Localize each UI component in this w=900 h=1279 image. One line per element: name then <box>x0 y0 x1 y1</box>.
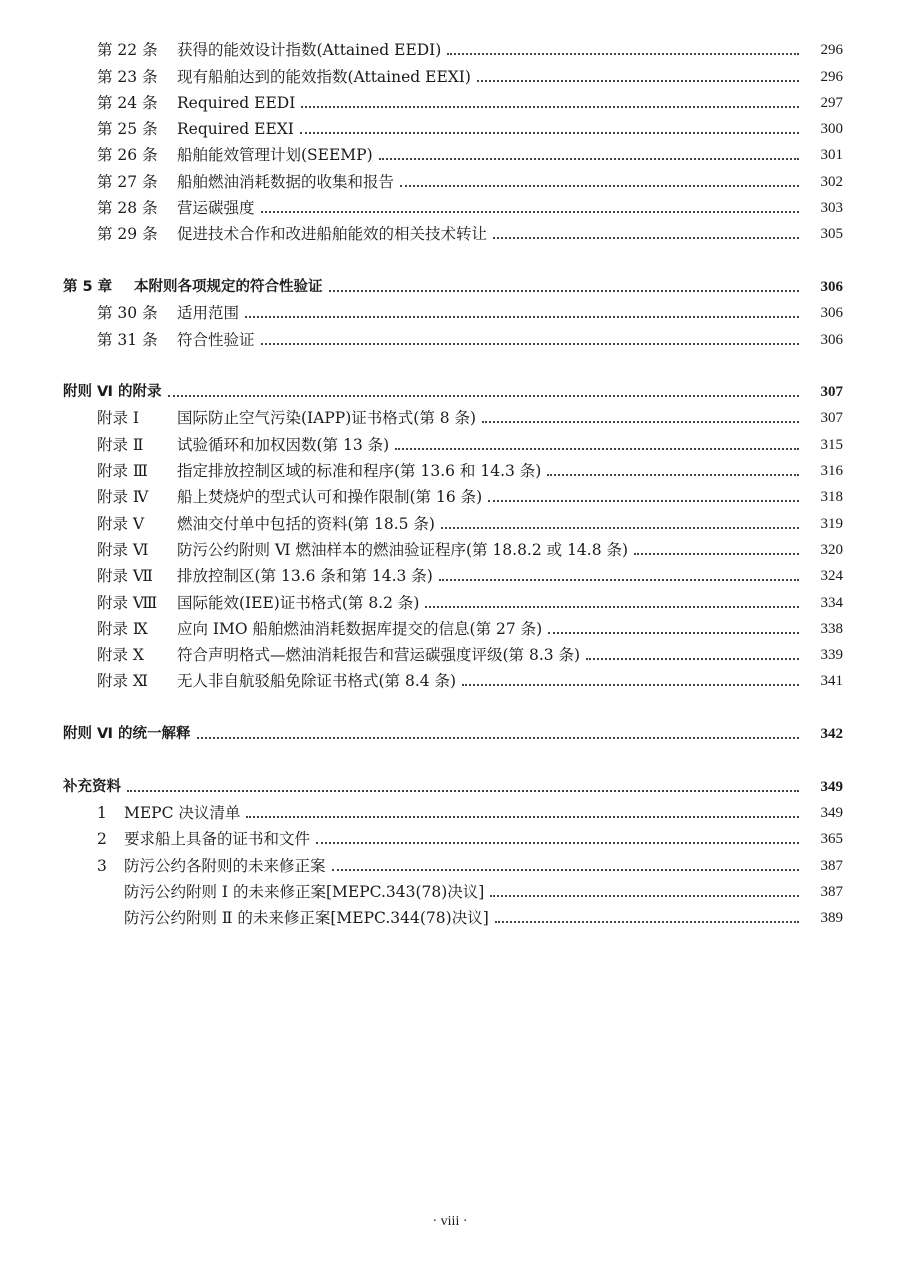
toc-entry-appendix-8[interactable] <box>0 586 900 612</box>
entry-code: 附录 Ⅹ <box>97 646 144 665</box>
entry-title: 防污公约附则 Ⅰ 的未来修正案[MEPC.343(78)决议] <box>124 882 485 901</box>
dot-leader <box>477 80 799 82</box>
entry-page: 302 <box>820 173 843 190</box>
entry-title: 防污公约各附则的未来修正案 <box>124 856 326 875</box>
entry-code: 第 27 条 <box>97 172 158 191</box>
dot-leader <box>261 211 799 213</box>
dot-leader <box>547 474 799 476</box>
entry-code: 第 5 章 <box>63 278 113 295</box>
entry-page: 307 <box>820 384 843 401</box>
entry-page: 300 <box>820 121 843 138</box>
entry-code: 2 <box>97 830 107 849</box>
entry-title: 船上焚烧炉的型式认可和操作限制(第 16 条) <box>177 488 483 507</box>
entry-title: 促进技术合作和改进船舶能效的相关技术转让 <box>177 225 488 244</box>
toc-entry-supplement-3[interactable] <box>0 849 900 875</box>
dot-leader <box>490 895 799 897</box>
entry-page: 296 <box>820 42 843 59</box>
entry-code: 附录 Ⅲ <box>97 462 148 481</box>
entry-title: 附则 Ⅵ 的附录 <box>63 384 162 401</box>
entry-title: 防污公约附则 Ⅱ 的未来修正案[MEPC.344(78)决议] <box>124 909 489 928</box>
toc-entry-appendix-7[interactable] <box>0 560 900 586</box>
entry-code: 第 23 条 <box>97 67 158 86</box>
entry-title: 国际防止空气污染(IAPP)证书格式(第 8 条) <box>177 409 477 428</box>
dot-leader <box>439 579 799 581</box>
dot-leader <box>493 237 799 239</box>
entry-page: 315 <box>820 436 843 453</box>
entry-title: 试验循环和加权因数(第 13 条) <box>177 435 390 454</box>
entry-title: 现有船舶达到的能效指数(Attained EEXI) <box>177 67 471 86</box>
entry-page: 296 <box>820 68 843 85</box>
dot-leader <box>400 185 799 187</box>
toc-entry-supplement-1[interactable] <box>0 797 900 823</box>
toc-entry-appendix-5[interactable] <box>0 507 900 533</box>
entry-code: 第 26 条 <box>97 146 158 165</box>
entry-title: 国际能效(IEE)证书格式(第 8.2 条) <box>177 593 420 612</box>
dot-leader <box>300 132 799 134</box>
toc-entry-appendix-10[interactable] <box>0 639 900 665</box>
dot-leader <box>168 395 799 397</box>
entry-page: 307 <box>820 410 843 427</box>
toc-entry-reg-29[interactable] <box>0 218 900 244</box>
toc-entry-reg-24[interactable] <box>0 87 900 113</box>
dot-leader <box>482 421 799 423</box>
page-number-footer: · viii · <box>432 1214 468 1229</box>
toc-entry-reg-28[interactable] <box>0 192 900 218</box>
toc-entry-reg-31[interactable] <box>0 323 900 349</box>
entry-code: 附录 Ⅺ <box>97 672 148 691</box>
entry-page: 387 <box>820 883 843 900</box>
dot-leader <box>197 737 799 739</box>
entry-code: 第 29 条 <box>97 225 158 244</box>
entry-code: 3 <box>97 856 107 875</box>
entry-page: 365 <box>820 831 843 848</box>
entry-code: 1 <box>97 803 107 822</box>
table-of-contents <box>0 34 900 928</box>
entry-title: 应向 IMO 船舶燃油消耗数据库提交的信息(第 27 条) <box>177 619 543 638</box>
toc-entry-reg-23[interactable] <box>0 60 900 86</box>
toc-entry-reg-22[interactable] <box>0 34 900 60</box>
entry-page: 349 <box>820 804 843 821</box>
entry-page: 301 <box>820 147 843 164</box>
entry-page: 303 <box>820 200 843 217</box>
entry-code: 附录 Ⅶ <box>97 567 153 586</box>
entry-code: 附录 Ⅱ <box>97 435 144 454</box>
entry-code: 第 30 条 <box>97 304 158 323</box>
spacer <box>0 350 900 376</box>
toc-entry-reg-26[interactable] <box>0 139 900 165</box>
dot-leader <box>634 553 799 555</box>
spacer <box>0 691 900 717</box>
entry-code: 第 28 条 <box>97 199 158 218</box>
toc-entry-unified-interpretations[interactable] <box>0 718 900 744</box>
dot-leader <box>316 842 799 844</box>
toc-entry-chapter-5[interactable] <box>0 271 900 297</box>
entry-title: 燃油交付单中包括的资料(第 18.5 条) <box>177 514 435 533</box>
entry-page: 338 <box>820 620 843 637</box>
toc-entry-appendix-heading[interactable] <box>0 376 900 402</box>
dot-leader <box>462 684 799 686</box>
toc-entry-appendix-9[interactable] <box>0 613 900 639</box>
toc-entry-appendix-11[interactable] <box>0 665 900 691</box>
entry-title: 船舶能效管理计划(SEEMP) <box>177 146 373 165</box>
toc-entry-appendix-2[interactable] <box>0 428 900 454</box>
dot-leader <box>548 632 799 634</box>
toc-entry-reg-30[interactable] <box>0 297 900 323</box>
entry-title: Required EEXI <box>177 120 294 139</box>
dot-leader <box>586 658 799 660</box>
toc-entry-appendix-3[interactable] <box>0 455 900 481</box>
dot-leader <box>447 53 799 55</box>
dot-leader <box>379 158 799 160</box>
entry-title: 适用范围 <box>177 304 240 323</box>
entry-page: 339 <box>820 647 843 664</box>
entry-title: 船舶燃油消耗数据的收集和报告 <box>177 172 395 191</box>
entry-title: Required EEDI <box>177 93 296 112</box>
spacer <box>0 244 900 270</box>
toc-entry-appendix-6[interactable] <box>0 534 900 560</box>
dot-leader <box>441 527 799 529</box>
entry-code: 第 31 条 <box>97 330 158 349</box>
entry-page: 316 <box>820 463 843 480</box>
entry-page: 324 <box>820 568 843 585</box>
entry-page: 306 <box>820 305 843 322</box>
entry-page: 320 <box>820 541 843 558</box>
entry-page: 349 <box>820 778 843 795</box>
toc-entry-reg-25[interactable] <box>0 113 900 139</box>
entry-page: 306 <box>820 278 843 295</box>
entry-page: 389 <box>820 910 843 927</box>
entry-code: 附录 Ⅰ <box>97 409 140 428</box>
entry-page: 297 <box>820 94 843 111</box>
entry-code: 附录 Ⅸ <box>97 619 148 638</box>
entry-title: 指定排放控制区域的标准和程序(第 13.6 和 14.3 条) <box>177 462 542 481</box>
dot-leader <box>332 869 799 871</box>
toc-entry-appendix-4[interactable] <box>0 481 900 507</box>
entry-code: 第 22 条 <box>97 41 158 60</box>
entry-title: 要求船上具备的证书和文件 <box>124 830 311 849</box>
dot-leader <box>425 606 799 608</box>
entry-title: 营运碳强度 <box>177 199 255 218</box>
entry-title: 符合性验证 <box>177 330 255 349</box>
entry-page: 318 <box>820 489 843 506</box>
entry-page: 319 <box>820 515 843 532</box>
entry-page: 341 <box>820 673 843 690</box>
entry-page: 387 <box>820 857 843 874</box>
toc-entry-supplement-2[interactable] <box>0 823 900 849</box>
dot-leader <box>495 921 799 923</box>
entry-code: 第 25 条 <box>97 120 158 139</box>
dot-leader <box>261 343 799 345</box>
toc-entry-appendix-1[interactable] <box>0 402 900 428</box>
entry-page: 342 <box>820 726 843 743</box>
entry-title: 无人非自航驳船免除证书格式(第 8.4 条) <box>177 672 457 691</box>
entry-title: 符合声明格式—燃油消耗报告和营运碳强度评级(第 8.3 条) <box>177 646 581 665</box>
entry-code: 附录 Ⅵ <box>97 540 149 559</box>
dot-leader <box>329 290 800 292</box>
toc-entry-supplement[interactable] <box>0 770 900 796</box>
dot-leader <box>245 316 799 318</box>
toc-entry-reg-27[interactable] <box>0 165 900 191</box>
entry-code: 第 24 条 <box>97 93 158 112</box>
entry-page: 305 <box>820 226 843 243</box>
dot-leader <box>127 790 799 792</box>
entry-page: 306 <box>820 331 843 348</box>
entry-title: MEPC 决议清单 <box>124 803 241 822</box>
spacer <box>0 744 900 770</box>
entry-title: 排放控制区(第 13.6 条和第 14.3 条) <box>177 567 433 586</box>
entry-title: 获得的能效设计指数(Attained EEDI) <box>177 41 442 60</box>
entry-title: 防污公约附则 Ⅵ 燃油样本的燃油验证程序(第 18.8.2 或 14.8 条) <box>177 540 629 559</box>
entry-title: 本附则各项规定的符合性验证 <box>134 278 323 295</box>
dot-leader <box>395 448 799 450</box>
entry-code: 附录 Ⅳ <box>97 488 149 507</box>
entry-code: 附录 Ⅷ <box>97 593 158 612</box>
dot-leader <box>246 816 799 818</box>
entry-code: 附录 Ⅴ <box>97 514 145 533</box>
entry-title: 附则 Ⅵ 的统一解释 <box>63 726 191 743</box>
toc-entry-supplement-3a[interactable] <box>0 876 900 902</box>
entry-page: 334 <box>820 594 843 611</box>
dot-leader <box>301 106 799 108</box>
dot-leader <box>488 500 799 502</box>
entry-title: 补充资料 <box>63 778 121 795</box>
toc-entry-supplement-3b[interactable] <box>0 902 900 928</box>
